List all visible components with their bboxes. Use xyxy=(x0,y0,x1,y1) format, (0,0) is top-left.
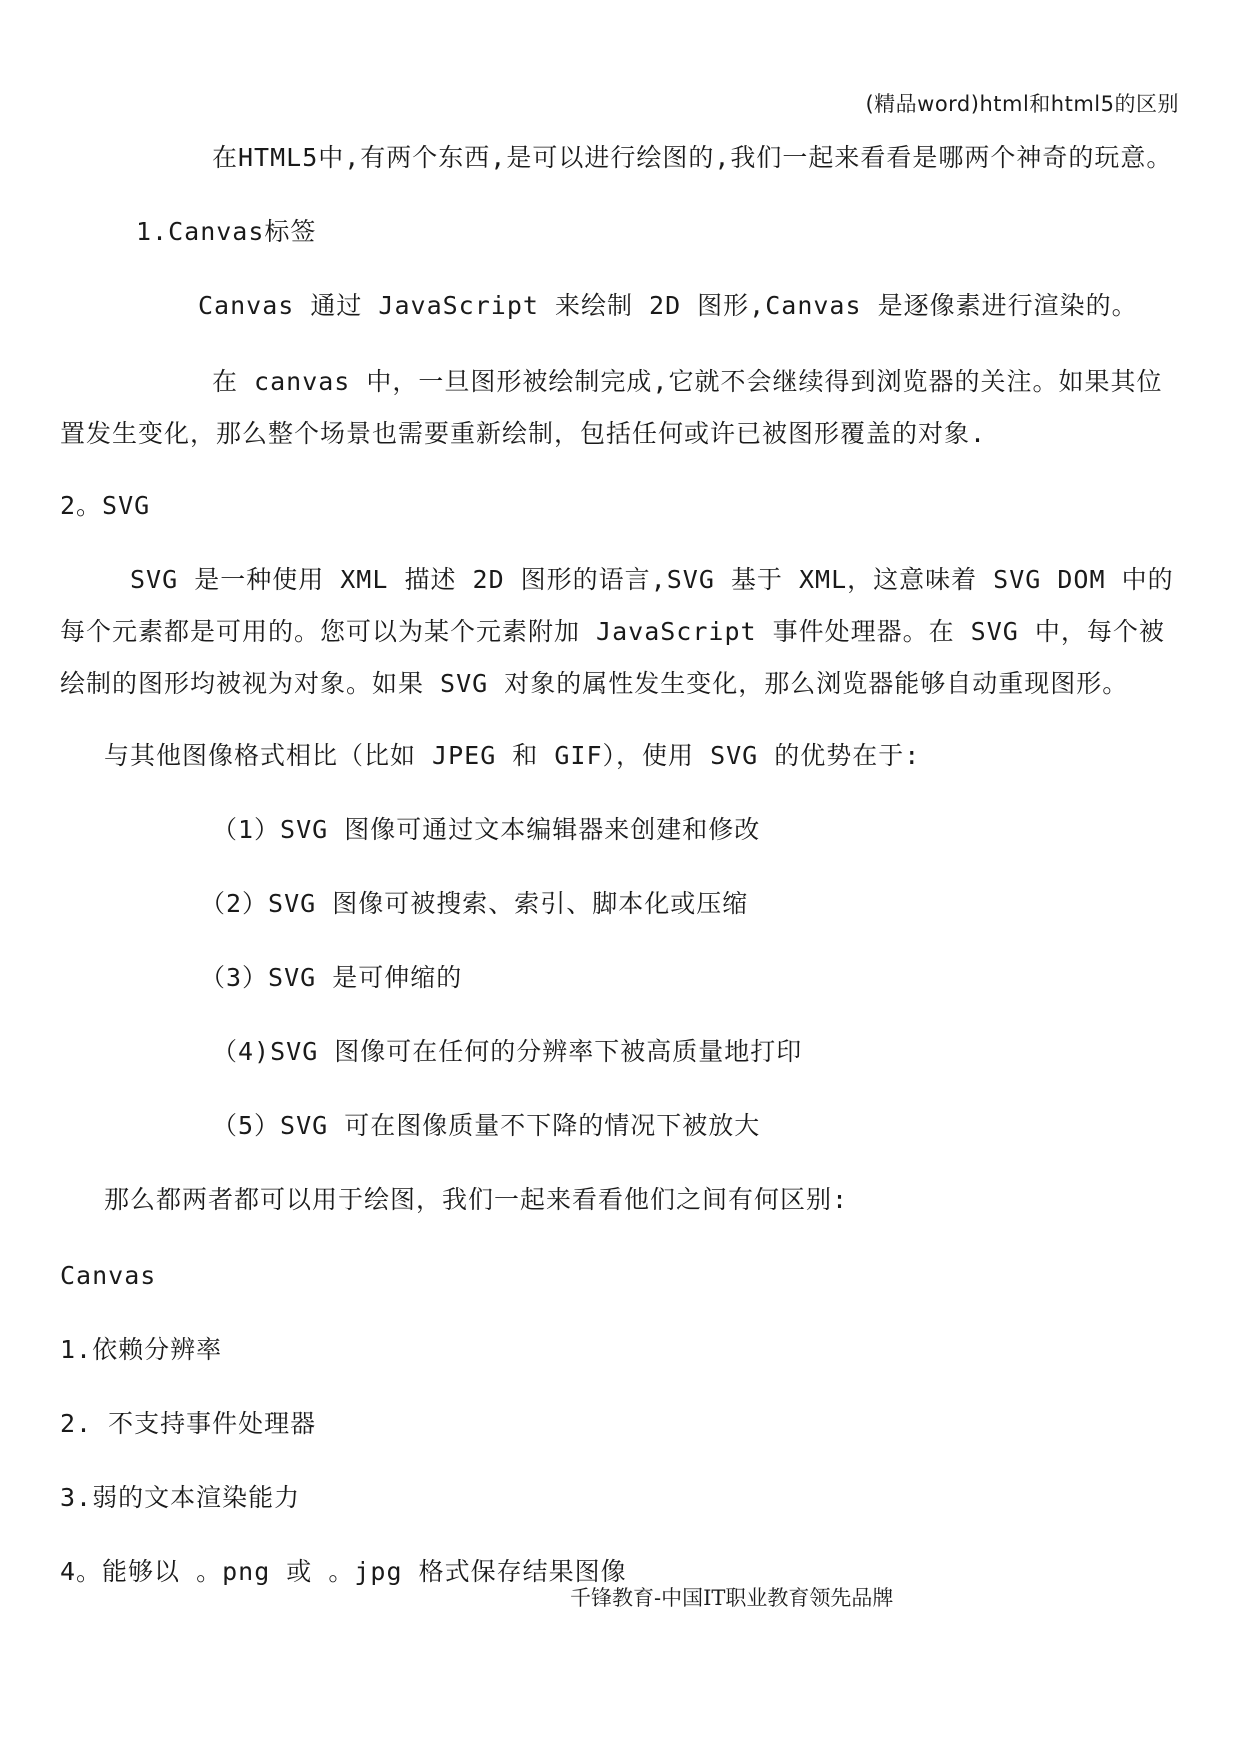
svg-advantage-item: （3）SVG 是可伸缩的 xyxy=(200,963,463,992)
difference-intro: 那么都两者都可以用于绘图，我们一起来看看他们之间有何区别: xyxy=(104,1185,849,1214)
svg-advantage-item: （2）SVG 图像可被搜索、索引、脚本化或压缩 xyxy=(200,889,749,918)
canvas-paragraph: 在 canvas 中，一旦图形被绘制完成,它就不会继续得到浏览器的关注。如果其位置发生变化，那么整个场景也需要重新绘制，包括任何或许已被图形覆盖的对象. xyxy=(60,367,1163,448)
svg-advantage-item: （4)SVG 图像可在任何的分辨率下被高质量地打印 xyxy=(212,1037,803,1066)
intro-paragraph: 在HTML5中,有两个东西,是可以进行绘图的,我们一起来看看是哪两个神奇的玩意。 xyxy=(212,143,1173,172)
canvas-description: Canvas 通过 JavaScript 来绘制 2D 图形,Canvas 是逐像素进行渲染的。 xyxy=(198,291,1138,320)
svg-section-heading: 2。SVG xyxy=(60,491,151,520)
svg-paragraph: SVG 是一种使用 XML 描述 2D 图形的语言,SVG 基于 XML，这意味着 SVG DOM 中的每个元素都是可用的。您可以为某个元素附加 JavaScript 事件处理器。在 SVG 中，每个被绘制的图形均被视为对象。如果 SVG 对象的属性发生变化，那么浏览器能够自动重现图形。 xyxy=(60,565,1174,698)
canvas-list-item: 2. 不支持事件处理器 xyxy=(60,1409,317,1438)
canvas-list-item: 3.弱的文本渲染能力 xyxy=(60,1483,301,1512)
canvas-section-heading: 1.Canvas标签 xyxy=(136,217,317,246)
page-header: (精品word)html和html5的区别 xyxy=(865,92,1179,116)
canvas-list-heading: Canvas xyxy=(60,1261,157,1290)
page-footer: 千锋教育-中国IT职业教育领先品牌 xyxy=(570,1586,894,1610)
canvas-list-item: 1.依赖分辨率 xyxy=(60,1335,223,1364)
svg-advantage-item: （5）SVG 可在图像质量不下降的情况下被放大 xyxy=(212,1111,761,1140)
svg-advantage-item: （1）SVG 图像可通过文本编辑器来创建和修改 xyxy=(212,815,761,844)
canvas-list-item: 4。能够以 。png 或 。jpg 格式保存结果图像 xyxy=(60,1557,627,1586)
svg-compare-intro: 与其他图像格式相比（比如 JPEG 和 GIF），使用 SVG 的优势在于: xyxy=(104,741,921,770)
